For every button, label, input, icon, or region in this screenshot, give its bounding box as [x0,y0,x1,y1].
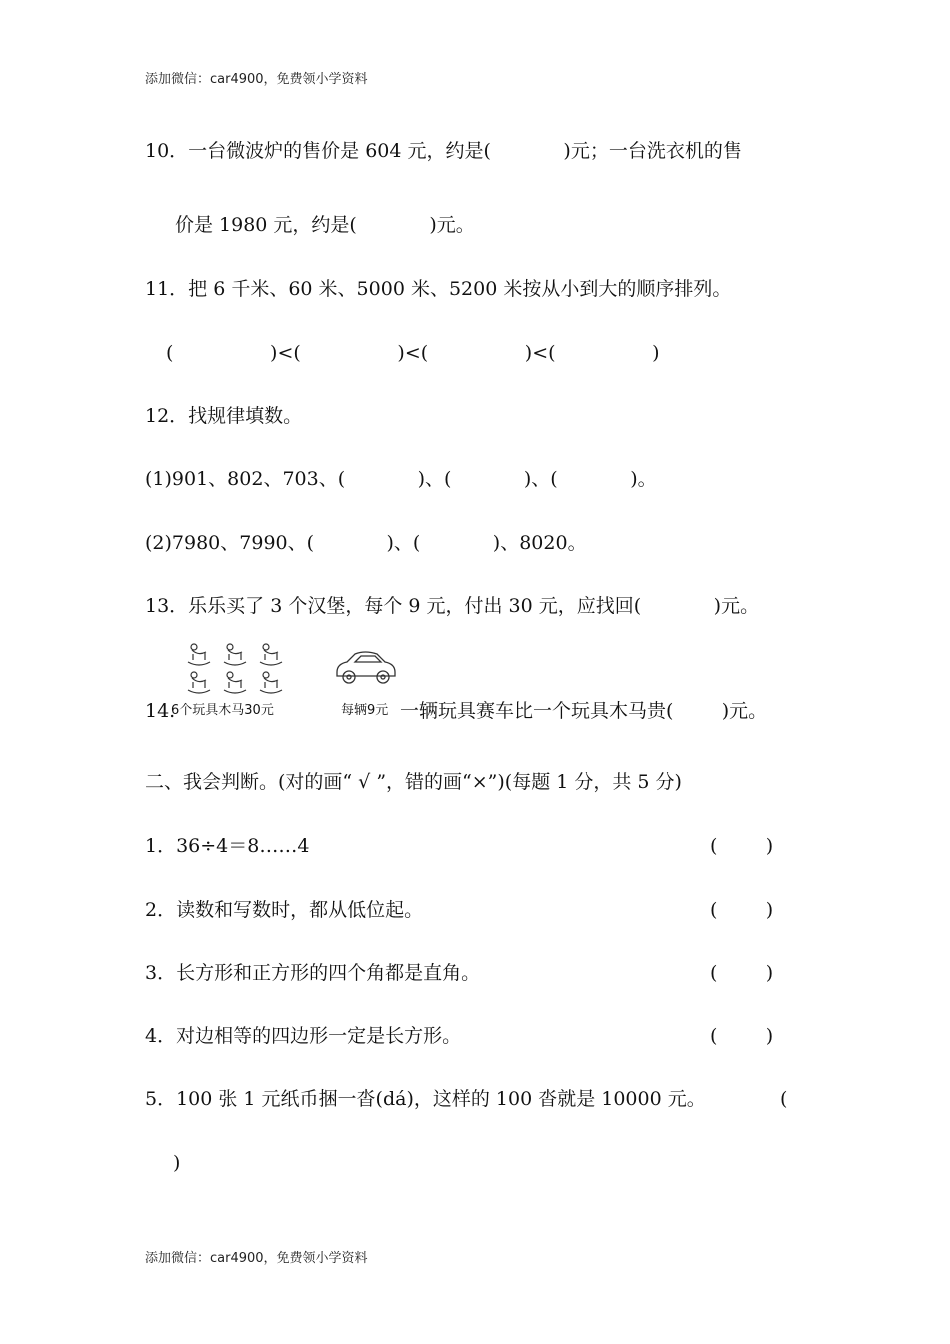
q12-part2: (2)7980、7990、( )、( )、8020。 [145,532,587,554]
judge-item-4: 4．对边相等的四边形一定是长方形。 [145,1025,462,1047]
footer-note: 添加微信：car4900，免费领小学资料 [145,1251,368,1266]
car-caption: 每辆9元 [341,703,389,718]
q14-text: 一辆玩具赛车比一个玩具木马贵( )元。 [400,700,768,722]
q12-title: 12．找规律填数。 [145,405,303,427]
judge-item-5: 5．100 张 1 元纸币捆一沓(dá)，这样的 100 沓就是 10000 元。 [145,1088,706,1110]
toy-car-icon [333,646,399,688]
q12-part1: (1)901、802、703、( )、( )、( )。 [145,468,657,490]
horse-caption: 6个玩具木马30元 [171,703,274,718]
section2-title: 二、我会判断。(对的画“ √ ”，错的画“×”)(每题 1 分，共 5 分) [145,771,682,793]
judge-answer-5-close[interactable]: ) [173,1152,181,1174]
judge-answer-5-open[interactable]: ( [780,1088,788,1110]
judge-answer-4[interactable]: ( ) [710,1025,774,1047]
judge-answer-1[interactable]: ( ) [710,835,774,857]
rocking-horse-icon [186,640,296,698]
judge-item-3: 3．长方形和正方形的四个角都是直角。 [145,962,481,984]
q10-line1: 10．一台微波炉的售价是 604 元，约是( )元；一台洗衣机的售 [145,140,742,162]
judge-answer-2[interactable]: ( ) [710,899,774,921]
q10-line2: 价是 1980 元，约是( )元。 [175,214,475,236]
q11-order-blanks: ( )<( )<( )<( ) [166,342,660,364]
header-note: 添加微信：car4900，免费领小学资料 [145,72,368,87]
q13-text: 13．乐乐买了 3 个汉堡，每个 9 元，付出 30 元，应找回( )元。 [145,595,760,617]
judge-answer-3[interactable]: ( ) [710,962,774,984]
q14-number: 14. [145,700,176,722]
q11-line1: 11．把 6 千米、60 米、5000 米、5200 米按从小到大的顺序排列。 [145,278,732,300]
judge-item-1: 1．36÷4＝8……4 [145,835,310,857]
judge-item-2: 2．读数和写数时，都从低位起。 [145,899,424,921]
